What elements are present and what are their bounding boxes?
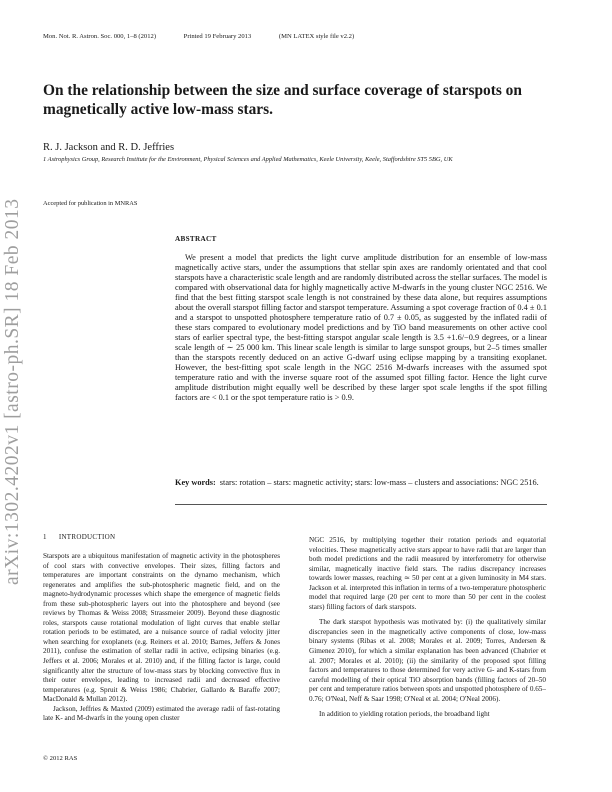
print-date: Printed 19 February 2013 <box>183 33 252 40</box>
running-header <box>43 33 380 40</box>
keywords-text: stars: rotation – stars: magnetic activity; stars: low-mass – clusters and associations: NGC 2516. <box>219 478 539 487</box>
left-column <box>43 552 280 724</box>
abstract-heading: ABSTRACT <box>175 235 217 243</box>
intro-paragraph-5: In addition to yielding rotation periods, the broadband light <box>319 710 490 719</box>
abstract-divider <box>175 504 547 505</box>
intro-paragraph-3: NGC 2516, by multiplying together their rotation periods and equatorial velocities. These magnetically active stars appear to have radii that are larger than both model predictions and the radii measured by interferometry for otherwise similar, magnetically inactive field stars. The radius discrepancy increases towards lower masses, reaching ≃ 50 per cent at a given luminosity in M4 stars. Jackson et al. interpreted this inflation in terms of a two-temperature photospheric model that required large (20 per cent to more than 50 per cent in the coolest stars) filling factors of dark starspots. <box>309 536 546 611</box>
style-file-note: (MN LATEX style file v2.2) <box>278 33 355 40</box>
section-title: INTRODUCTION <box>58 533 116 541</box>
section-number: 1 <box>43 533 47 541</box>
intro-paragraph-2: Jackson, Jeffries & Maxted (2009) estimated the average radii of fast-rotating late K- and M-dwarfs in the young open cluster <box>43 704 280 723</box>
intro-paragraph-4: The dark starspot hypothesis was motivated by: (i) the qualitatively similar discrepancies seen in the magnetically active components of close, low-mass binary systems (Ribas et al. 2008; Morales et al. 2009; Torres, Andersen & Gimenez 2010), for which a similar explanation has been advanced (Chabrier et al. 2007; Morales et al. 2010); (ii) the similarity of the proposed spot filling factors and temperatures to those determined for very active G- and K-stars from careful modelling of their optical TiO absorption bands (filling factors of 20–50 per cent and temperature ratios between spots and unspotted photosphere of 0.65–0.76; O'Neal, Neff & Saar 1998; O'Neal et al. 2004; O'Neal 2006). <box>309 618 546 703</box>
acceptance-note: Accepted for publication in MNRAS <box>43 200 138 207</box>
author-list: R. J. Jackson and R. D. Jeffries <box>43 142 175 153</box>
journal-citation: Mon. Not. R. Astron. Soc. 000, 1–8 (2012) <box>43 33 157 40</box>
affiliation: 1 Astrophysics Group, Research Institute for the Environment, Physical Sciences and Applied Mathematics, Keele University, Keele, Staffordshire ST5 5BG, UK <box>43 156 453 163</box>
keywords-label: Key words: <box>175 478 216 487</box>
section-heading <box>43 533 115 541</box>
intro-paragraph-1: Starspots are a ubiquitous manifestation of magnetic activity in the photospheres of cool stars with convective envelopes. Their sizes, filling factors and temperatures are important constraints on the dynamo mechanism, which regenerates and amplifies the sub-photospheric magnetic field, and on the magneto-hydrodynamic processes which shape the emergence of magnetic fields from these sub-photospheric layers out into the photosphere and beyond (see reviews by Thomas & Weiss 2008; Strassmeier 2009). Beyond these diagnostic roles, starspots cause rotational modulation of light curves that enable stellar rotation periods to be estimated, are a nuisance source of radial velocity jitter when searching for exoplanets (e.g. Reiners et al. 2010; Barnes, Jeffers & Jones 2011), confuse the estimation of stellar radii in active, eclipsing binaries (e.g. Jeffers et al. 2006; Morales et al. 2010) and, if the filling factor is large, could significantly alter the structure of low-mass stars by blocking convective flux in their outer envelopes, leading to increased radii and decreased effective temperatures (e.g. Spruit & Weiss 1986; Chabrier, Gallardo & Baraffe 2007; MacDonald & Mullan 2012). <box>43 552 280 704</box>
abstract-body: We present a model that predicts the light curve amplitude distribution for an ensemble of low-mass magnetically active stars, under the assumptions that stellar spin axes are randomly orientated and that cool starspots have a characteristic scale length and are randomly distributed across the stellar surfaces. The model is compared with observational data for highly magnetically active M-dwarfs in the young cluster NGC 2516. We find that the best fitting starspot scale length is not constrained by these data alone, but requires assumptions about the overall starspot filling factor and starspot temperature. Assuming a spot coverage fraction of 0.4 ± 0.1 and a starspot to unspotted photosphere temperature ratio of 0.7 ± 0.05, as suggested by the inflated radii of these stars compared to evolutionary model predictions and by TiO band measurements on other active cool stars of earlier spectral type, the best-fitting starspot angular scale length is 3.5 +1.6/−0.9 degrees, or a linear scale length of ∼ 25 000 km. This linear scale length is similar to large sunspot groups, but 2–5 times smaller than the starspots recently deduced on an active G-dwarf using eclipse mapping by a transiting exoplanet. However, the best-fitting spot scale length in the NGC 2516 M-dwarfs increases with the assumed spot temperature ratio and with the inverse square root of the assumed spot filling factor. Hence the light curve amplitude distribution might equally well be described by these larger spot scale lengths if the spot filling factors are < 0.1 or the spot temperature ratio is > 0.9. <box>175 253 547 402</box>
keywords <box>175 478 547 488</box>
right-column <box>309 536 546 720</box>
paper-title: On the relationship between the size and surface coverage of starspots on magnetically active low-mass stars. <box>43 82 522 118</box>
arxiv-stamp: arXiv:1302.4202v1 [astro-ph.SR] 18 Feb 2013 <box>2 198 23 585</box>
copyright-notice: © 2012 RAS <box>43 755 78 762</box>
